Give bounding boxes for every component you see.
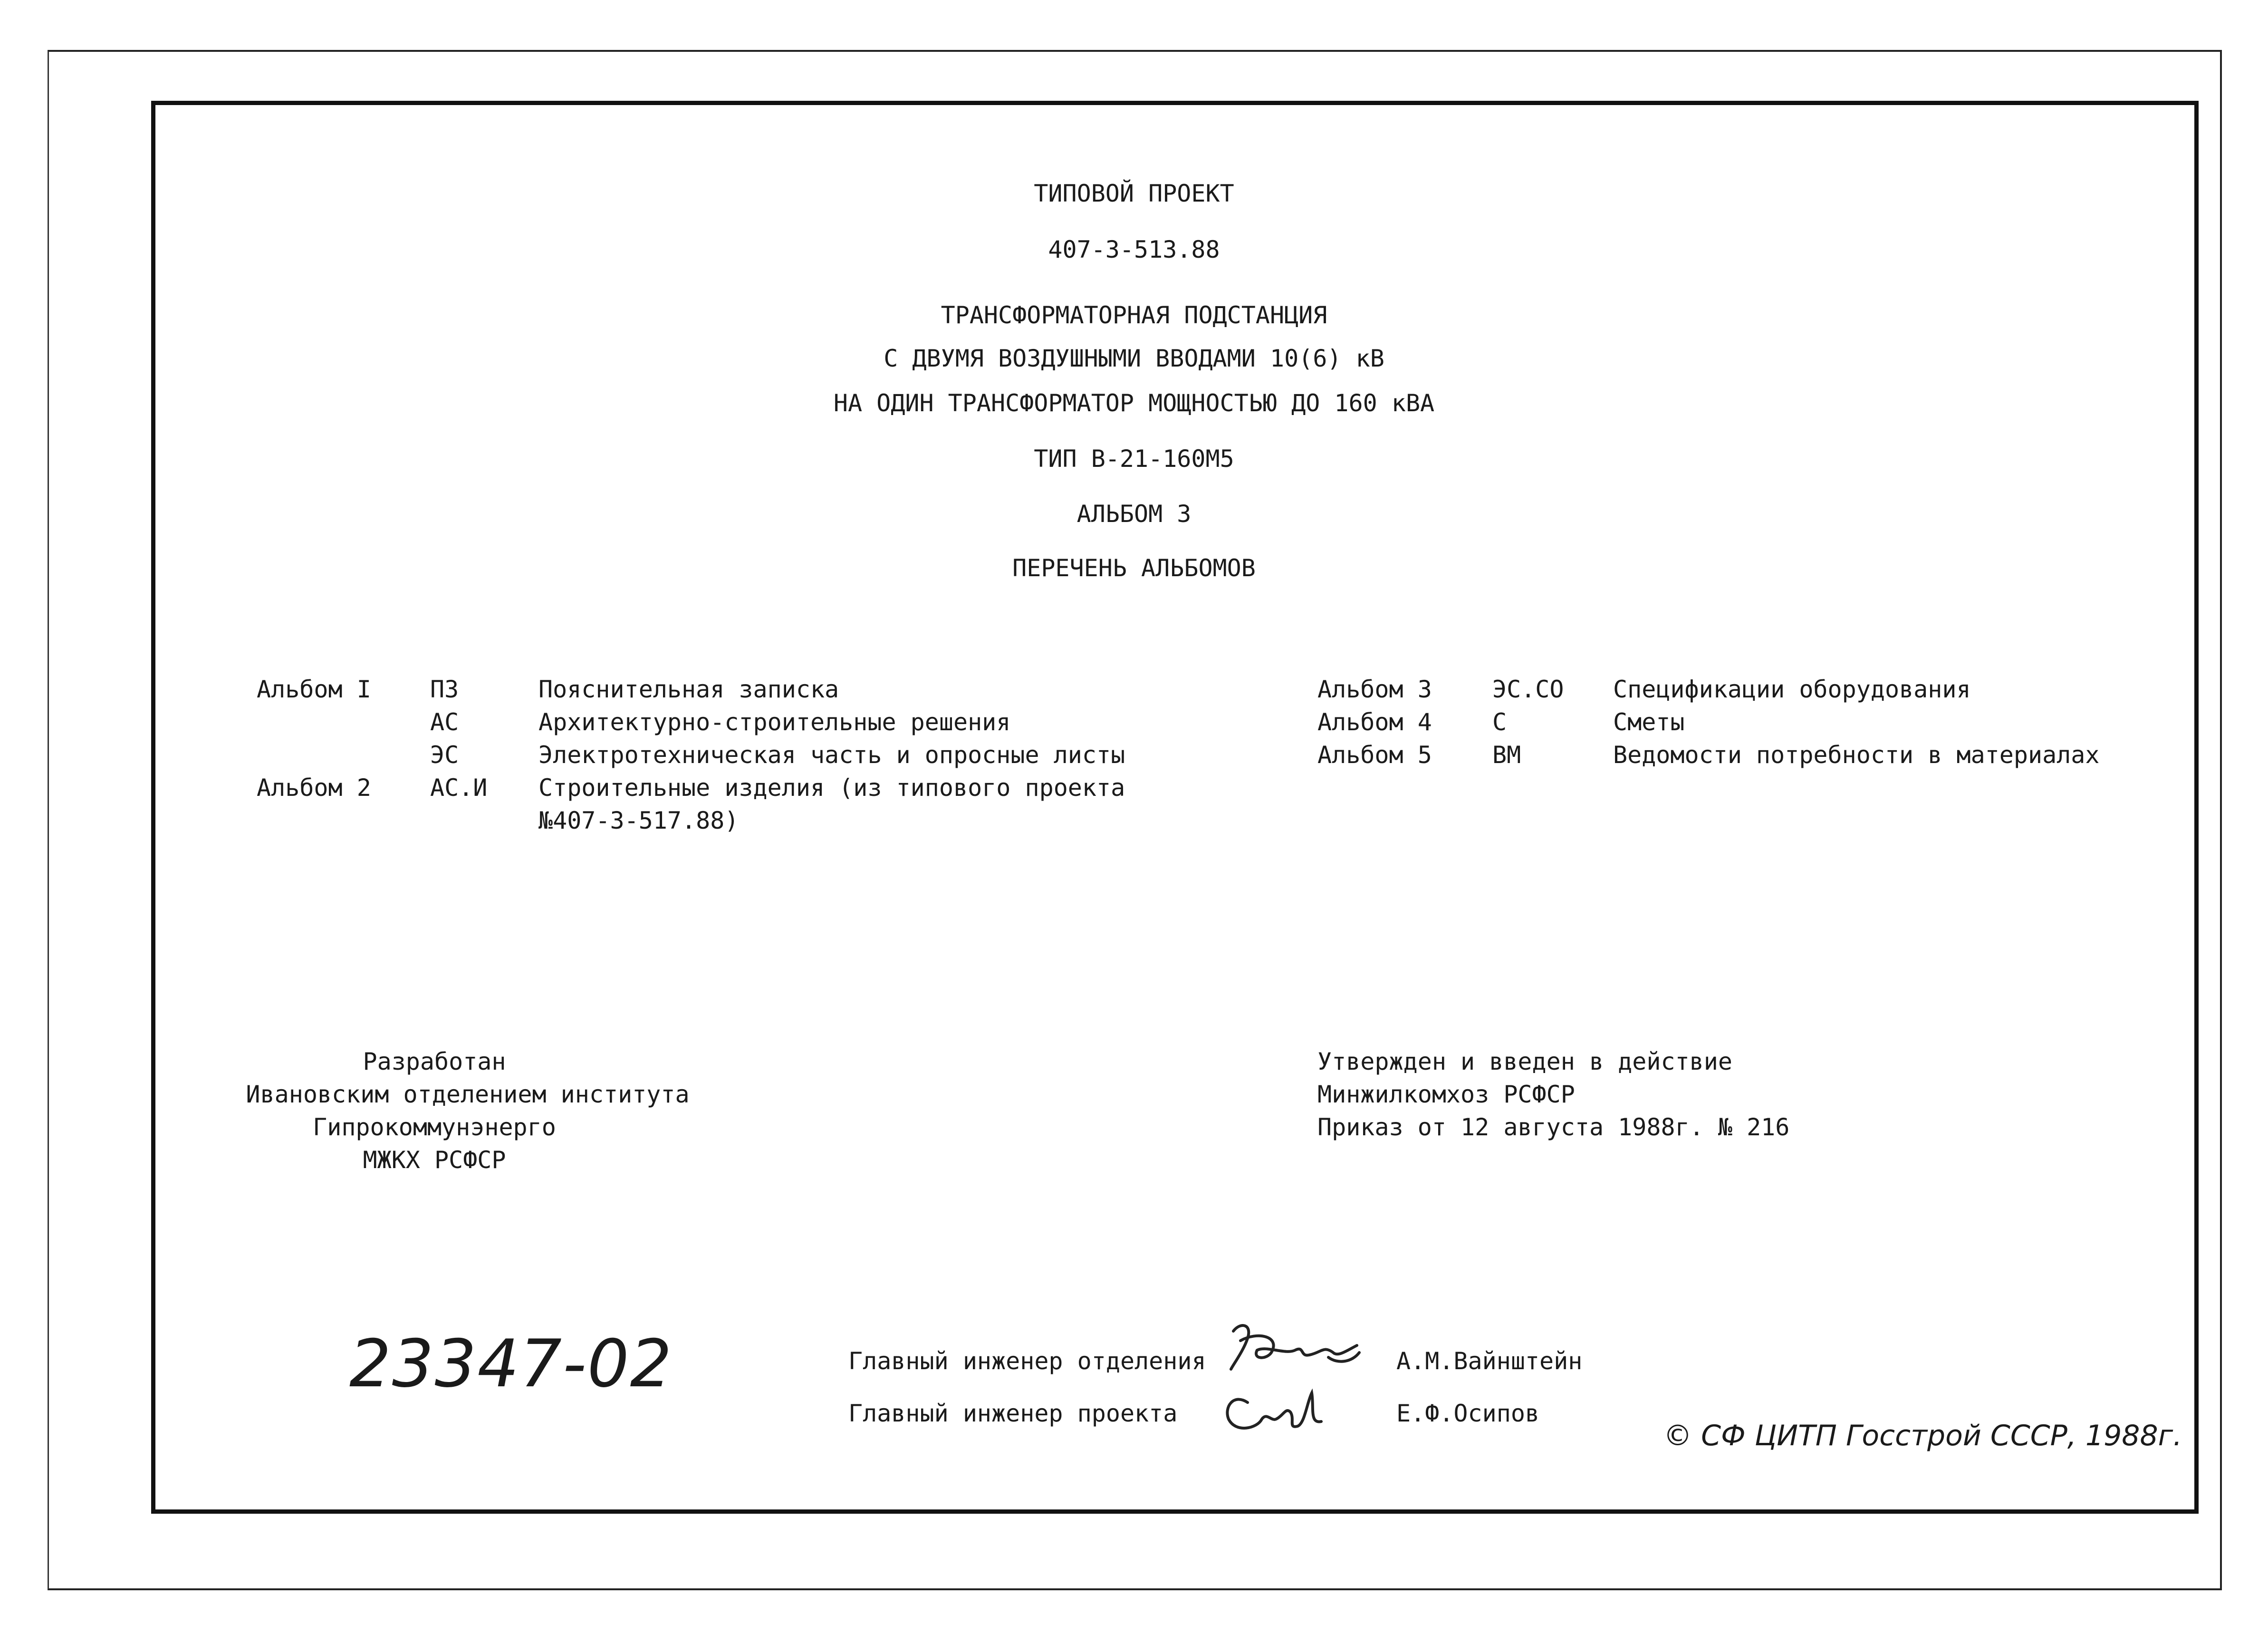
album-label: Альбом 3: [1317, 676, 1432, 703]
copyright-note: © СФ ЦИТП Госстрой СССР, 1988г.: [1663, 1419, 2182, 1452]
approval-line-1: Утвержден и введен в действие: [1317, 1048, 1732, 1075]
album-code: АС: [430, 708, 459, 736]
album-code: АС.И: [430, 774, 488, 802]
developer-line-4: МЖКХ РСФСР: [363, 1146, 506, 1174]
name-2: Е.Ф.Осипов: [1396, 1400, 1540, 1427]
album-description: Спецификации оборудования: [1613, 676, 1971, 703]
album-description: Электротехническая часть и опросные листы: [538, 741, 1125, 769]
developer-line-1: Разработан: [363, 1048, 506, 1075]
album-label: Альбом 5: [1317, 741, 1432, 769]
signature-1-icon: [1214, 1312, 1371, 1383]
album-description: Ведомости потребности в материалах: [1613, 741, 2100, 769]
role-chief-engineer-project: Главный инженер проекта: [848, 1400, 1178, 1427]
album-description: Сметы: [1613, 708, 1685, 736]
album-code: ВМ: [1492, 741, 1521, 769]
album-code: ЭС: [430, 741, 459, 769]
approval-line-3: Приказ от 12 августа 1988г. № 216: [1317, 1113, 1790, 1141]
album-label: Альбом 4: [1317, 708, 1432, 736]
album-list-title: ПЕРЕЧЕНЬ АЛЬБОМОВ: [1012, 554, 1256, 582]
handwritten-doc-id: 23347-02: [349, 1325, 673, 1402]
album-code: С: [1492, 708, 1507, 736]
album-label: Альбом I: [257, 676, 371, 703]
album-description: Строительные изделия (из типового проекта: [538, 774, 1125, 802]
signature-2-icon: [1214, 1374, 1328, 1441]
title-line-3: НА ОДИН ТРАНСФОРМАТОР МОЩНОСТЬЮ ДО 160 кВА: [833, 389, 1435, 417]
name-1: А.М.Вайнштейн: [1396, 1347, 1583, 1375]
album-code: ПЗ: [430, 676, 459, 703]
album-description: Архитектурно-строительные решения: [538, 708, 1011, 736]
album-number: АЛЬБОМ 3: [1076, 500, 1192, 528]
type-designation: ТИП В-21-160М5: [1034, 445, 1234, 473]
album-label: Альбом 2: [257, 774, 371, 802]
project-number: 407-3-513.88: [1048, 236, 1220, 263]
title-line-2: С ДВУМЯ ВОЗДУШНЫМИ ВВОДАМИ 10(6) кВ: [884, 345, 1384, 372]
album-description-continued: №407-3-517.88): [538, 807, 739, 834]
developer-line-2: Ивановским отделением института: [246, 1081, 690, 1108]
album-code: ЭС.СО: [1492, 676, 1564, 703]
project-type-label: ТИПОВОЙ ПРОЕКТ: [1034, 180, 1234, 207]
album-description: Пояснительная записка: [538, 676, 839, 703]
approval-line-2: Минжилкомхоз РСФСР: [1317, 1081, 1575, 1108]
title-line-1: ТРАНСФОРМАТОРНАЯ ПОДСТАНЦИЯ: [941, 301, 1327, 329]
developer-line-3: Гипрокоммунэнерго: [313, 1113, 556, 1141]
role-chief-engineer-department: Главный инженер отделения: [848, 1347, 1206, 1375]
